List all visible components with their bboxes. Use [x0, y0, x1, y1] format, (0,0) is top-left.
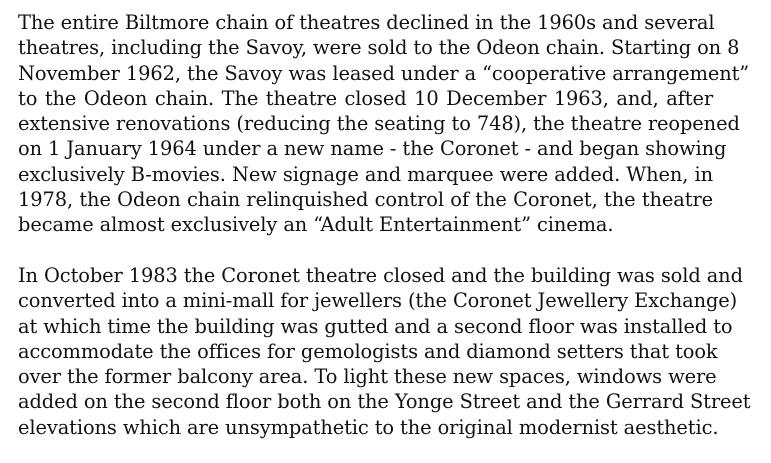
paragraph-1	[18, 10, 750, 238]
paragraph-line: In October 1983 the Coronet theatre closed and the building was sold and	[18, 263, 743, 287]
paragraph-line: elevations which are unsympathetic to the original modernist aesthetic.	[18, 415, 719, 439]
paragraph-line: exclusively B-movies. New signage and marquee were added. When, in	[18, 162, 713, 186]
paragraph-line: converted into a mini-mall for jewellers (the Coronet Jewellery Exchange)	[18, 289, 738, 313]
paragraph-line: 1978, the Odeon chain relinquished control of the Coronet, the theatre	[18, 188, 713, 212]
paragraph-line: extensive renovations (reducing the seating to 748), the theatre reopened	[18, 112, 740, 136]
paragraph-line: November 1962, the Savoy was leased under a “cooperative arrangement”	[18, 61, 750, 85]
paragraph-line: at which time the building was gutted and a second floor was installed to	[18, 314, 733, 338]
paragraph-2	[18, 263, 751, 440]
paragraph-line: The entire Biltmore chain of theatres declined in the 1960s and several	[18, 11, 715, 34]
paragraph-line: became almost exclusively an “Adult Entertainment” cinema.	[18, 213, 614, 237]
document-page	[18, 10, 751, 440]
paragraph-line: on 1 January 1964 under a new name - the Coronet - and began showing	[18, 137, 727, 161]
paragraph-line: theatres, including the Savoy, were sold to the Odeon chain. Starting on 8	[18, 36, 740, 60]
paragraph-line: over the former balcony area. To light these new spaces, windows were	[18, 365, 717, 389]
paragraph-line: accommodate the offices for gemologists and diamond setters that took	[18, 339, 718, 363]
paragraph-line: to the Odeon chain. The theatre closed 10 December 1963, and, after	[18, 86, 713, 110]
paragraph-line: added on the second floor both on the Yonge Street and the Gerrard Street	[18, 390, 751, 414]
